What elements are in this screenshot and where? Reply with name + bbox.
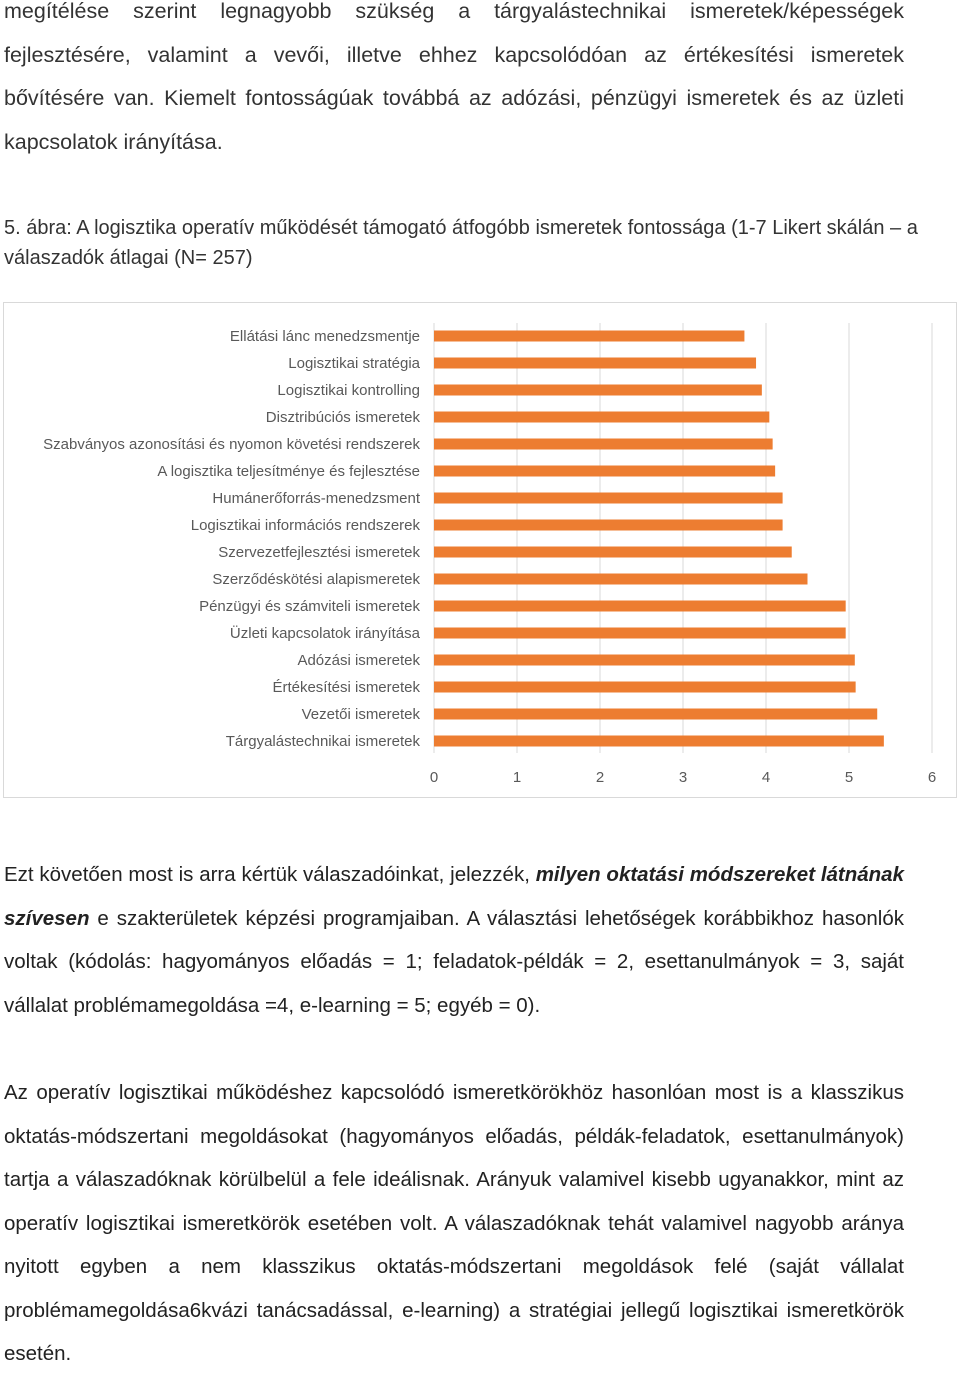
methods-paragraph-emphasis: milyen oktatási módszereket látnának szívesen xyxy=(4,863,904,930)
category-label: Szabványos azonosítási és nyomon követési rendszerek xyxy=(43,436,420,453)
category-label: A logisztika teljesítménye és fejlesztése xyxy=(157,463,420,480)
category-label: Tárgyalástechnikai ismeretek xyxy=(225,733,420,750)
bar xyxy=(434,547,792,558)
x-tick-label: 2 xyxy=(595,769,605,786)
methods-paragraph-text-1: Ezt követően most is arra kértük válaszadóinkat, jelezzék, xyxy=(4,863,536,886)
bar xyxy=(434,601,846,612)
bar xyxy=(434,412,769,423)
category-label: Vezetői ismeretek xyxy=(301,706,420,723)
x-tick-label: 0 xyxy=(429,769,439,786)
results-paragraph: Az operatív logisztikai működéshez kapcsolódó ismeretkörökhöz hasonlóan most is a klasszikus oktatás-módszertani megoldásokat (hagyományos előadás, példák-feladatok, esettanulmányok) tartja a válaszadóknak körülbelül a fele ideálisnak. Arányuk valamivel kisebb ugyanakkor, mint az operatív logisztikai ismeretkörök esetében volt. A válaszadóknak tehát valamivel nagyobb aránya nyitott egyben a nem klasszikus oktatás-módszertani megoldások felé (saját vállalat problémamegoldása6kvázi tanácsadással, e-learning) a stratégiai jellegű logisztikai ismeretkörök esetén. xyxy=(4,1081,904,1365)
x-tick-label: 3 xyxy=(678,769,688,786)
x-tick-label: 6 xyxy=(927,769,937,786)
bar xyxy=(434,655,855,666)
category-label: Logisztikai információs rendszerek xyxy=(190,517,420,534)
bar xyxy=(434,709,877,720)
bar xyxy=(434,574,808,585)
bar xyxy=(434,628,846,639)
category-label: Disztribúciós ismeretek xyxy=(265,409,420,426)
bar-chart-svg xyxy=(4,303,958,799)
bar xyxy=(434,682,856,693)
category-label: Szervezetfejlesztési ismeretek xyxy=(218,544,420,561)
category-label: Ellátási lánc menedzsmentje xyxy=(229,328,420,345)
bar xyxy=(434,520,783,531)
bar xyxy=(434,493,783,504)
bar xyxy=(434,358,756,369)
category-label: Szerződéskötési alapismeretek xyxy=(212,571,420,588)
figure-caption: 5. ábra: A logisztika operatív működését támogató átfogóbb ismeretek fontossága (1-7 Likert skálán – a válaszadók átlagai (N= 257) xyxy=(4,217,918,269)
bar xyxy=(434,466,775,477)
x-tick-label: 4 xyxy=(761,769,771,786)
category-label: Humánerőforrás-menedzsment xyxy=(212,490,420,507)
category-label: Logisztikai stratégia xyxy=(288,355,420,372)
category-label: Értékesítési ismeretek xyxy=(272,679,420,696)
x-tick-label: 1 xyxy=(512,769,522,786)
category-label: Üzleti kapcsolatok irányítása xyxy=(229,625,420,642)
category-label: Pénzügyi és számviteli ismeretek xyxy=(199,598,420,615)
bar xyxy=(434,385,762,396)
bar-chart xyxy=(3,302,957,798)
category-label: Logisztikai kontrolling xyxy=(277,382,420,399)
methods-paragraph-text-2: e szakterületek képzési programjaiban. A választási lehetőségek korábbikhoz hasonlók voltak (kódolás: hagyományos előadás = 1; feladatok-példák = 2, esettanulmányok = 3, saját vállalat problémamegoldása =4, e-learning = 5; egyéb = 0). xyxy=(4,906,904,1017)
bar xyxy=(434,736,884,747)
category-label: Adózási ismeretek xyxy=(297,652,420,669)
bar xyxy=(434,439,773,450)
methods-paragraph xyxy=(4,853,904,1027)
intro-paragraph: megítélése szerint legnagyobb szükség a tárgyalástechnikai ismeretek/képességek fejlesztésére, valamint a vevői, illetve ehhez kapcsolódóan az értékesítési ismeretek bővítésére van. Kiemelt fontosságúak továbbá az adózási, pénzügyi ismeretek és az üzleti kapcsolatok irányítása. xyxy=(4,0,904,154)
x-tick-label: 5 xyxy=(844,769,854,786)
bar xyxy=(434,331,744,342)
